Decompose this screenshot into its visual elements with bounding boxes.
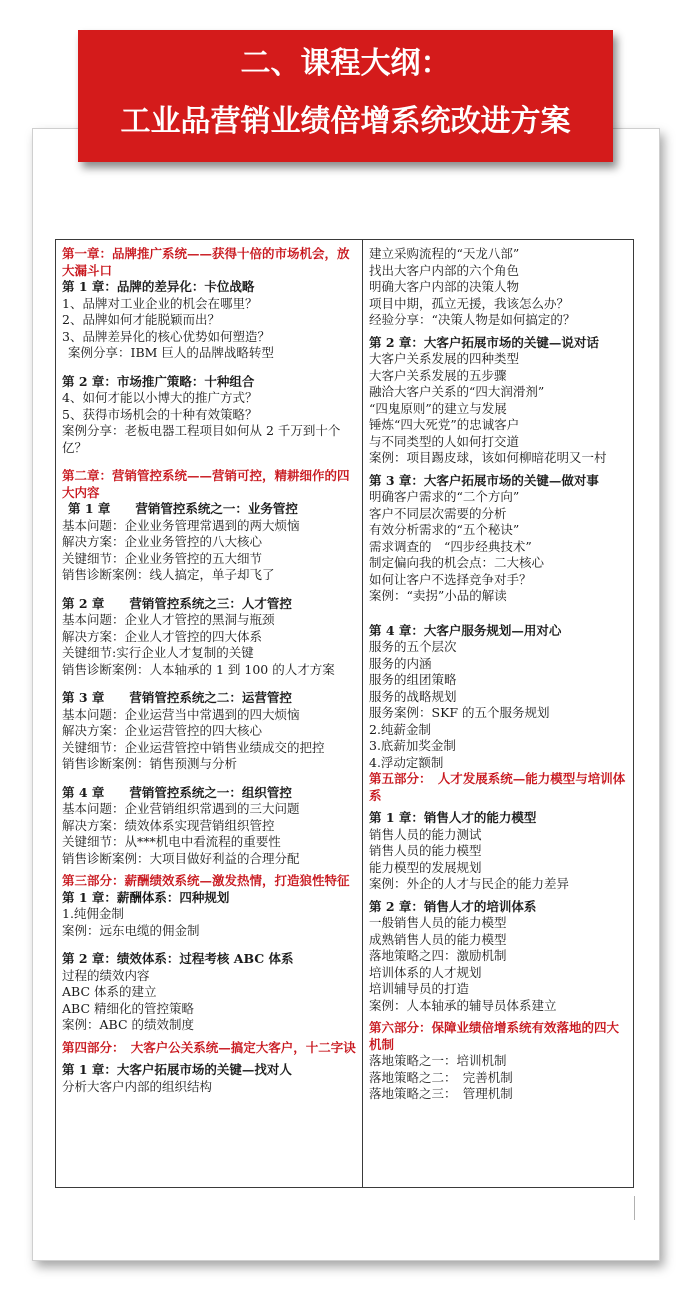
outline-item: 5、获得市场机会的十种有效策略？ xyxy=(62,406,258,422)
outline-heading: 第 3 章 营销管控系统之二：运营管控 xyxy=(62,690,292,705)
outline-item: 案例：ABC 的绩效制度 xyxy=(62,1017,194,1032)
outline-item: 制定偏向我的机会点：二大核心 xyxy=(369,555,545,570)
outline-heading: 第二章：营销管控系统——营销可控，精耕细作的四大内容 xyxy=(62,468,350,500)
outline-item: 明确客户需求的“二个方向” xyxy=(369,489,520,504)
spacer xyxy=(369,605,631,617)
outline-item: 基本问题：企业业务管理常遇到的两大烦恼 xyxy=(62,517,300,533)
outline-item: 案例：外企的人才与民企的能力差异 xyxy=(369,876,570,891)
outline-item: 经验分享：“决策人物是如何搞定的？ xyxy=(369,312,576,327)
outline-item: 项目中期，孤立无援，我该怎么办？ xyxy=(369,295,570,311)
outline-item: ABC 精细化的管控策略 xyxy=(62,1000,194,1016)
outline-item: 3.底薪加奖金制 xyxy=(369,738,456,753)
outline-item: 落地策略之四：激励机制 xyxy=(369,948,507,963)
outline-heading: 第 1 章：薪酬体系：四种规划 xyxy=(62,889,230,905)
outline-item: 案例：“卖拐”小品的解读 xyxy=(369,588,507,603)
outline-heading: 第 2 章：市场推广策略：十种组合 xyxy=(62,373,255,389)
outline-item: 2、品牌如何才能脱颖而出？ xyxy=(62,312,220,327)
outline-item: 销售诊断案例：线人搞定，单子却飞了 xyxy=(62,567,275,582)
outline-item: 落地策略之三： 管理机制 xyxy=(369,1086,513,1101)
outline-item: 能力模型的发展规划 xyxy=(369,859,482,875)
outline-item: 大客户关系发展的五步骤 xyxy=(369,367,507,383)
outline-item: 成熟销售人员的能力模型 xyxy=(369,931,507,947)
outline-heading: 第三部分：薪酬绩效系统—激发热情，打造狼性特征 xyxy=(62,873,350,888)
outline-item: 如何让客户不选择竞争对手？ xyxy=(369,571,532,587)
outline-item: 解决方案：企业业务管控的八大核心 xyxy=(62,534,263,549)
outline-item: 关键细节：从***机电中看流程的重要性 xyxy=(62,834,281,849)
outline-item: 1.纯佣金制 xyxy=(62,906,124,921)
outline-item: 服务的内涵 xyxy=(369,655,432,671)
column-divider xyxy=(362,240,363,1187)
outline-item: 落地策略之二： 完善机制 xyxy=(369,1069,513,1085)
outline-heading: 第 1 章 营销管控系统之一：业务管控 xyxy=(68,501,298,516)
outline-left-column xyxy=(62,246,358,1095)
outline-item: 基本问题：企业运营当中常遇到的四大烦恼 xyxy=(62,706,300,722)
outline-item: 明确大客户内部的决策人物 xyxy=(369,279,520,294)
banner-title: 二、课程大纲： xyxy=(240,46,451,81)
outline-item: 案例：项目踢皮球，该如何柳暗花明又一村 xyxy=(369,450,607,465)
outline-item: 找出大客户内部的六个角色 xyxy=(369,262,520,278)
outline-item: 1、品牌对工业企业的机会在哪里？ xyxy=(62,295,258,311)
banner-subtitle: 工业品营销业绩倍增系统改进方案 xyxy=(120,104,571,139)
outline-item: 案例：人本轴承的辅导员体系建立 xyxy=(369,997,557,1013)
outline-item: 3、品牌差异化的核心优势如何塑造？ xyxy=(62,328,270,344)
outline-item: 基本问题：企业人才管控的黑洞与瓶颈 xyxy=(62,612,275,627)
outline-item: 落地策略之一：培训机制 xyxy=(369,1053,507,1068)
spacer xyxy=(62,939,358,951)
outline-item: 一般销售人员的能力模型 xyxy=(369,915,507,930)
outline-item: 融洽大客户关系的“四大润滑剂” xyxy=(369,384,545,399)
outline-item: 关键细节：企业运营管控中销售业绩成交的把控 xyxy=(62,739,325,755)
outline-heading: 第 1 章：大客户拓展市场的关键—找对人 xyxy=(62,1062,292,1077)
outline-heading: 第 2 章：绩效体系：过程考核 ABC 体系 xyxy=(62,951,294,966)
outline-item: 解决方案：企业运营管控的四大核心 xyxy=(62,723,263,738)
edge-mark xyxy=(634,1196,635,1220)
outline-heading: 第 2 章：大客户拓展市场的关键—说对话 xyxy=(369,334,599,350)
outline-heading: 第 1 章：品牌的差异化：卡位战略 xyxy=(62,279,255,294)
outline-item: 4.浮动定额制 xyxy=(369,754,444,770)
outline-item: 锤炼“四大死党”的忠诚客户 xyxy=(369,417,520,432)
outline-heading: 第一章：品牌推广系统——获得十倍的市场机会，放大漏斗口 xyxy=(62,246,350,278)
outline-item: 服务的五个层次 xyxy=(369,639,457,654)
outline-item: 关键细节:实行企业人才复制的关键 xyxy=(62,645,254,660)
outline-item: 解决方案：绩效体系实现营销组织管控 xyxy=(62,817,275,833)
spacer xyxy=(62,584,358,596)
outline-heading: 第 1 章：销售人才的能力模型 xyxy=(369,810,537,825)
spacer xyxy=(62,678,358,690)
outline-item: 服务的战略规划 xyxy=(369,688,457,704)
outline-right-column xyxy=(369,246,631,1103)
outline-heading: 第 2 章：销售人才的培训体系 xyxy=(369,898,537,914)
spacer xyxy=(62,362,358,374)
outline-item: 与不同类型的人如何打交道 xyxy=(369,433,520,449)
outline-item: 销售人员的能力模型 xyxy=(369,843,482,858)
outline-item: 需求调查的 “四步经典技术” xyxy=(369,538,532,554)
outline-item: 服务的组团策略 xyxy=(369,672,457,687)
outline-heading: 第六部分：保障业绩倍增系统有效落地的四大机制 xyxy=(369,1020,620,1052)
outline-item: 销售诊断案例：大项目做好利益的合理分配 xyxy=(62,850,300,866)
outline-item: 案例分享：老板电器工程项目如何从 2 千万到十个亿？ xyxy=(62,423,341,455)
spacer xyxy=(62,773,358,785)
outline-item: 客户不同层次需要的分析 xyxy=(369,505,507,521)
outline-item: “四鬼原则”的建立与发展 xyxy=(369,400,507,416)
outline-item: 大客户关系发展的四种类型 xyxy=(369,351,520,366)
outline-item: 销售诊断案例：销售预测与分析 xyxy=(62,756,238,771)
outline-heading: 第五部分： 人才发展系统—能力模型与培训体系 xyxy=(369,771,626,803)
outline-item: 解决方案：企业人才管控的四大体系 xyxy=(62,628,263,644)
outline-item: 建立采购流程的“天龙八部” xyxy=(369,246,520,261)
outline-heading: 第 3 章：大客户拓展市场的关键—做对事 xyxy=(369,472,599,488)
outline-heading: 第 4 章 营销管控系统之一：组织管控 xyxy=(62,784,292,800)
title-banner xyxy=(78,30,613,162)
outline-item: 有效分析需求的“五个秘诀” xyxy=(369,522,520,537)
outline-item: 4、如何才能以小博大的推广方式？ xyxy=(62,390,258,405)
outline-item: 培训辅导员的打造 xyxy=(369,981,470,996)
outline-item: 关键细节：企业业务管控的五大细节 xyxy=(62,550,263,566)
outline-heading: 第四部分： 大客户公关系统—搞定大客户，十二字诀 xyxy=(62,1039,356,1055)
outline-table xyxy=(55,239,634,1188)
outline-item: 销售人员的能力测试 xyxy=(369,826,482,842)
outline-heading: 第 2 章 营销管控系统之三：人才管控 xyxy=(62,595,292,611)
outline-item: 过程的绩效内容 xyxy=(62,967,150,983)
outline-item: 销售诊断案例：人本轴承的 1 到 100 的人才方案 xyxy=(62,661,335,677)
outline-item: 培训体系的人才规划 xyxy=(369,964,482,980)
outline-item: ABC 体系的建立 xyxy=(62,984,157,999)
outline-item: 2.纯薪金制 xyxy=(369,721,431,737)
outline-item: 基本问题：企业营销组织常遇到的三大问题 xyxy=(62,801,300,816)
spacer xyxy=(62,456,358,468)
outline-item: 服务案例：SKF 的五个服务规划 xyxy=(369,705,550,720)
outline-heading: 第 4 章：大客户服务规划—用对心 xyxy=(369,622,562,638)
outline-item: 案例：远东电缆的佣金制 xyxy=(62,922,200,938)
outline-item: 案例分享：IBM 巨人的品牌战略转型 xyxy=(68,345,274,360)
outline-item: 分析大客户内部的组织结构 xyxy=(62,1078,213,1094)
